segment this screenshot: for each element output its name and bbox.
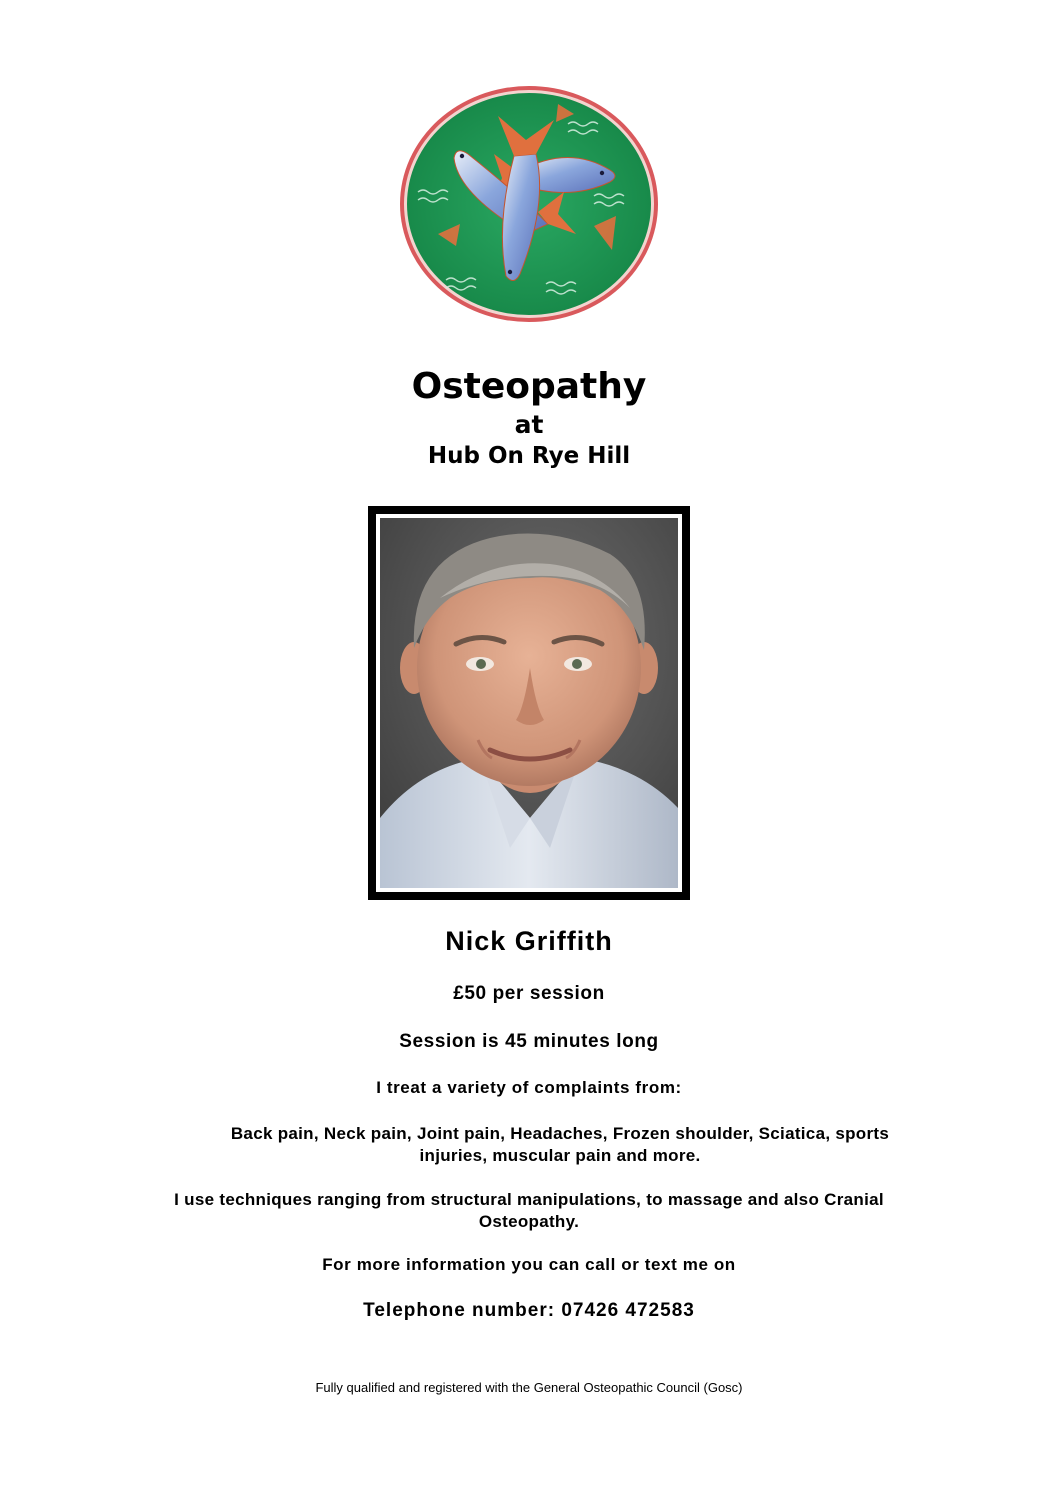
three-fish-logo-icon: [398, 84, 660, 324]
complaints-line: injuries, muscular pain and more.: [419, 1146, 701, 1165]
complaints-list: [180, 1123, 940, 1167]
complaints-intro: I treat a variety of complaints from:: [376, 1078, 682, 1097]
subtitle-at: at: [514, 410, 544, 439]
portrait-photo: [380, 518, 678, 888]
telephone-number: Telephone number: 07426 472583: [363, 1300, 695, 1321]
techniques-description: [110, 1189, 948, 1233]
session-price: £50 per session: [453, 983, 605, 1004]
techniques-line: I use techniques ranging from structural manipulations, to massage and also Cranial: [174, 1190, 884, 1209]
contact-info: For more information you can call or text me on: [322, 1255, 736, 1274]
practitioner-name: Nick Griffith: [445, 926, 613, 956]
session-duration: Session is 45 minutes long: [399, 1031, 659, 1052]
techniques-line: Osteopathy.: [478, 1212, 580, 1231]
footer-registration: Fully qualified and registered with the General Osteopathic Council (Gosc): [315, 1380, 743, 1395]
photo-frame: [368, 506, 690, 900]
complaints-line: Back pain, Neck pain, Joint pain, Headaches, Frozen shoulder, Sciatica, sports: [230, 1124, 890, 1143]
venue-name: Hub On Rye Hill: [427, 443, 631, 469]
page-title: Osteopathy: [411, 366, 647, 407]
